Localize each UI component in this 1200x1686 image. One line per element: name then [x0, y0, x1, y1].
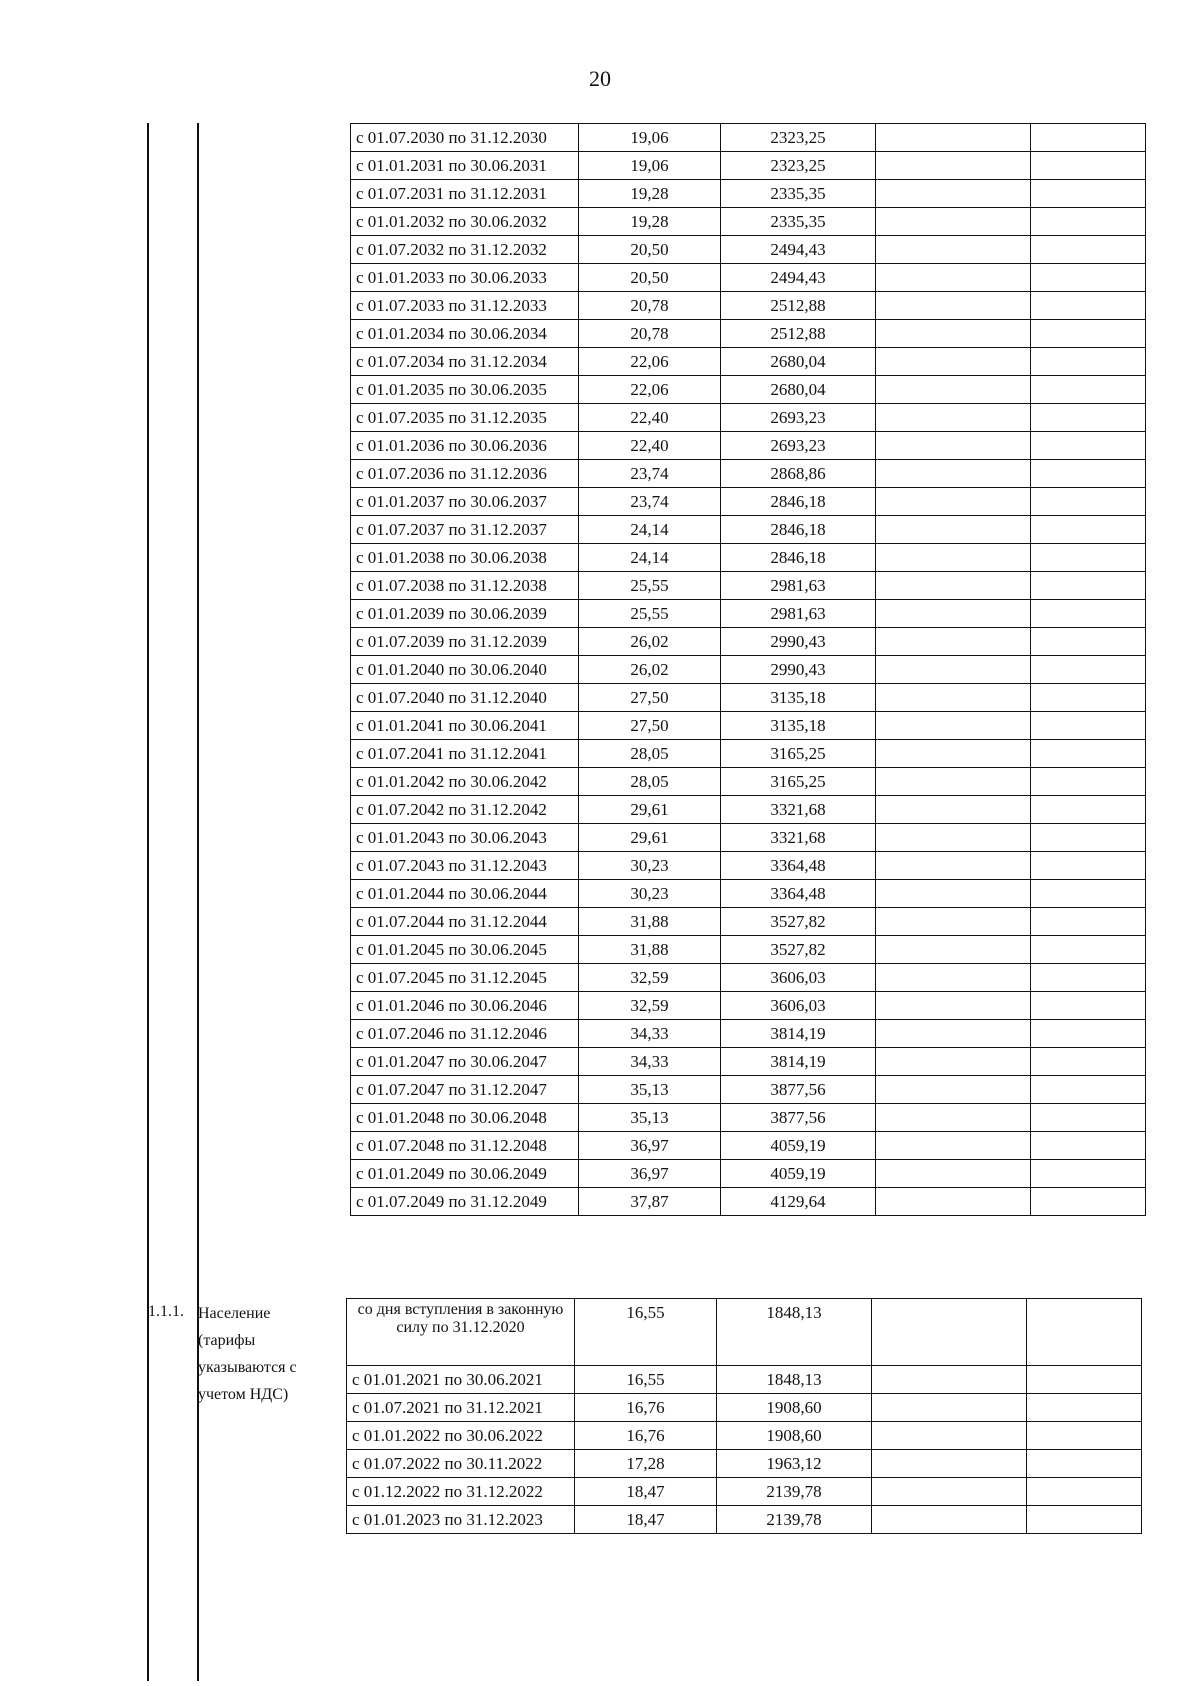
amount-cell: 3165,25	[721, 768, 876, 796]
table-row	[351, 852, 1146, 880]
empty-cell	[1031, 460, 1146, 488]
empty-cell	[1031, 824, 1146, 852]
amount-cell: 2990,43	[721, 628, 876, 656]
period-cell: с 01.01.2036 по 30.06.2036	[351, 432, 579, 460]
table-row	[351, 936, 1146, 964]
period-cell: с 01.07.2039 по 31.12.2039	[351, 628, 579, 656]
empty-cell	[876, 852, 1031, 880]
amount-cell: 2846,18	[721, 488, 876, 516]
empty-cell	[1031, 992, 1146, 1020]
period-cell: с 01.01.2037 по 30.06.2037	[351, 488, 579, 516]
tariff-cell: 31,88	[579, 936, 721, 964]
empty-cell	[876, 796, 1031, 824]
empty-cell	[1031, 348, 1146, 376]
period-cell: с 01.01.2039 по 30.06.2039	[351, 600, 579, 628]
empty-cell	[1031, 684, 1146, 712]
period-cell: с 01.07.2021 по 31.12.2021	[347, 1394, 575, 1422]
tariff-cell: 34,33	[579, 1048, 721, 1076]
table-row	[347, 1478, 1142, 1506]
empty-cell	[1031, 1076, 1146, 1104]
empty-cell	[876, 488, 1031, 516]
section-name-line: указываются с	[198, 1359, 297, 1376]
table-row	[351, 432, 1146, 460]
empty-cell	[1031, 376, 1146, 404]
period-cell: с 01.01.2023 по 31.12.2023	[347, 1506, 575, 1534]
period-cell: с 01.07.2033 по 31.12.2033	[351, 292, 579, 320]
amount-cell: 2335,35	[721, 208, 876, 236]
period-cell: с 01.07.2049 по 31.12.2049	[351, 1188, 579, 1216]
empty-cell	[876, 180, 1031, 208]
tariff-cell: 32,59	[579, 992, 721, 1020]
name-column-rule	[197, 123, 199, 1681]
tariff-cell: 34,33	[579, 1020, 721, 1048]
period-cell: с 01.07.2035 по 31.12.2035	[351, 404, 579, 432]
period-cell: с 01.07.2048 по 31.12.2048	[351, 1132, 579, 1160]
tariff-cell: 16,76	[575, 1394, 717, 1422]
amount-cell: 2494,43	[721, 236, 876, 264]
tariff-cell: 16,55	[575, 1299, 717, 1366]
period-cell: с 01.07.2042 по 31.12.2042	[351, 796, 579, 824]
empty-cell	[1031, 712, 1146, 740]
tariff-cell: 22,40	[579, 432, 721, 460]
tariff-cell: 18,47	[575, 1478, 717, 1506]
tariff-cell: 20,78	[579, 320, 721, 348]
empty-cell	[1031, 292, 1146, 320]
empty-cell	[876, 936, 1031, 964]
amount-cell: 2846,18	[721, 516, 876, 544]
tariff-cell: 30,23	[579, 880, 721, 908]
amount-cell: 3877,56	[721, 1104, 876, 1132]
table-row	[351, 376, 1146, 404]
period-cell: со дня вступления в законную силу по 31.12.2020	[347, 1299, 575, 1366]
empty-cell	[876, 460, 1031, 488]
tariff-cell: 22,40	[579, 404, 721, 432]
tariff-cell: 20,50	[579, 264, 721, 292]
empty-cell	[1031, 796, 1146, 824]
table-row	[351, 544, 1146, 572]
period-cell: с 01.01.2044 по 30.06.2044	[351, 880, 579, 908]
empty-cell	[876, 1188, 1031, 1216]
period-cell: с 01.01.2034 по 30.06.2034	[351, 320, 579, 348]
table-row	[351, 880, 1146, 908]
amount-cell: 1848,13	[717, 1366, 872, 1394]
empty-cell	[876, 264, 1031, 292]
empty-cell	[1031, 264, 1146, 292]
empty-cell	[876, 544, 1031, 572]
period-cell: с 01.01.2047 по 30.06.2047	[351, 1048, 579, 1076]
amount-cell: 3364,48	[721, 880, 876, 908]
empty-cell	[876, 516, 1031, 544]
amount-cell: 3321,68	[721, 796, 876, 824]
table-row	[351, 292, 1146, 320]
amount-cell: 2693,23	[721, 432, 876, 460]
amount-cell: 2323,25	[721, 124, 876, 152]
left-border-rule	[147, 123, 149, 1681]
table-row	[351, 516, 1146, 544]
amount-cell: 2846,18	[721, 544, 876, 572]
table-row	[351, 264, 1146, 292]
empty-cell	[1031, 544, 1146, 572]
empty-cell	[1031, 124, 1146, 152]
empty-cell	[1031, 628, 1146, 656]
period-cell: с 01.01.2021 по 30.06.2021	[347, 1366, 575, 1394]
empty-cell	[1027, 1366, 1142, 1394]
table-row	[351, 824, 1146, 852]
tariff-cell: 28,05	[579, 768, 721, 796]
tariff-cell: 25,55	[579, 600, 721, 628]
tariff-cell: 32,59	[579, 964, 721, 992]
amount-cell: 3606,03	[721, 992, 876, 1020]
table-row	[347, 1366, 1142, 1394]
table-row	[351, 768, 1146, 796]
amount-cell: 2323,25	[721, 152, 876, 180]
period-cell: с 01.07.2022 по 30.11.2022	[347, 1450, 575, 1478]
period-cell: с 01.07.2034 по 31.12.2034	[351, 348, 579, 376]
tariff-cell: 16,76	[575, 1422, 717, 1450]
empty-cell	[876, 656, 1031, 684]
tariff-cell: 22,06	[579, 348, 721, 376]
amount-cell: 3814,19	[721, 1020, 876, 1048]
period-cell: с 01.01.2048 по 30.06.2048	[351, 1104, 579, 1132]
empty-cell	[1031, 180, 1146, 208]
table-row	[347, 1450, 1142, 1478]
tariff-cell: 36,97	[579, 1160, 721, 1188]
amount-cell: 3527,82	[721, 908, 876, 936]
section-name-line: Население	[198, 1305, 271, 1322]
period-cell: с 01.01.2042 по 30.06.2042	[351, 768, 579, 796]
page-number: 20	[589, 66, 611, 91]
table-row	[351, 1048, 1146, 1076]
period-cell: с 01.01.2046 по 30.06.2046	[351, 992, 579, 1020]
amount-cell: 2981,63	[721, 572, 876, 600]
empty-cell	[876, 628, 1031, 656]
empty-cell	[1031, 1132, 1146, 1160]
period-cell: с 01.07.2043 по 31.12.2043	[351, 852, 579, 880]
tariff-cell: 30,23	[579, 852, 721, 880]
amount-cell: 4129,64	[721, 1188, 876, 1216]
empty-cell	[1031, 1020, 1146, 1048]
section-name-line: (тарифы	[198, 1332, 256, 1349]
period-cell: с 01.07.2046 по 31.12.2046	[351, 1020, 579, 1048]
amount-cell: 2512,88	[721, 320, 876, 348]
amount-cell: 2512,88	[721, 292, 876, 320]
empty-cell	[1031, 516, 1146, 544]
table-row	[347, 1299, 1142, 1366]
period-cell: с 01.07.2045 по 31.12.2045	[351, 964, 579, 992]
table-row	[351, 908, 1146, 936]
table-row	[351, 656, 1146, 684]
empty-cell	[876, 348, 1031, 376]
empty-cell	[1031, 320, 1146, 348]
empty-cell	[1031, 936, 1146, 964]
table-row	[351, 404, 1146, 432]
table-row	[351, 1188, 1146, 1216]
table-row	[347, 1394, 1142, 1422]
empty-cell	[876, 432, 1031, 460]
empty-cell	[1027, 1422, 1142, 1450]
tariff-cell: 35,13	[579, 1104, 721, 1132]
amount-cell: 3364,48	[721, 852, 876, 880]
period-cell: с 01.01.2035 по 30.06.2035	[351, 376, 579, 404]
empty-cell	[1031, 1104, 1146, 1132]
empty-cell	[876, 572, 1031, 600]
tariff-cell: 22,06	[579, 376, 721, 404]
amount-cell: 3606,03	[721, 964, 876, 992]
period-cell: с 01.01.2041 по 30.06.2041	[351, 712, 579, 740]
empty-cell	[1031, 964, 1146, 992]
tariff-cell: 26,02	[579, 656, 721, 684]
amount-cell: 3814,19	[721, 1048, 876, 1076]
amount-cell: 2990,43	[721, 656, 876, 684]
empty-cell	[876, 684, 1031, 712]
table-row	[351, 796, 1146, 824]
tariff-cell: 19,06	[579, 124, 721, 152]
section-number: 1.1.1.	[148, 1303, 184, 1320]
empty-cell	[872, 1478, 1027, 1506]
table-row	[351, 124, 1146, 152]
period-cell: с 01.01.2043 по 30.06.2043	[351, 824, 579, 852]
empty-cell	[1031, 880, 1146, 908]
amount-cell: 2139,78	[717, 1478, 872, 1506]
tariff-cell: 29,61	[579, 796, 721, 824]
empty-cell	[876, 768, 1031, 796]
empty-cell	[1031, 852, 1146, 880]
table-row	[351, 1076, 1146, 1104]
table-row	[351, 572, 1146, 600]
empty-cell	[876, 208, 1031, 236]
table-row	[351, 180, 1146, 208]
amount-cell: 3321,68	[721, 824, 876, 852]
tariff-cell: 20,78	[579, 292, 721, 320]
empty-cell	[1031, 432, 1146, 460]
empty-cell	[1031, 908, 1146, 936]
amount-cell: 4059,19	[721, 1160, 876, 1188]
empty-cell	[872, 1366, 1027, 1394]
tariff-cell: 17,28	[575, 1450, 717, 1478]
empty-cell	[876, 908, 1031, 936]
table-row	[351, 600, 1146, 628]
amount-cell: 3527,82	[721, 936, 876, 964]
amount-cell: 2693,23	[721, 404, 876, 432]
empty-cell	[876, 1048, 1031, 1076]
period-cell: с 01.01.2038 по 30.06.2038	[351, 544, 579, 572]
amount-cell: 3165,25	[721, 740, 876, 768]
empty-cell	[1031, 236, 1146, 264]
amount-cell: 2868,86	[721, 460, 876, 488]
tariff-cell: 19,06	[579, 152, 721, 180]
period-cell: с 01.07.2031 по 31.12.2031	[351, 180, 579, 208]
table-row	[347, 1422, 1142, 1450]
table-row	[351, 628, 1146, 656]
period-cell: с 01.07.2040 по 31.12.2040	[351, 684, 579, 712]
empty-cell	[876, 1160, 1031, 1188]
table-row	[351, 152, 1146, 180]
amount-cell: 1963,12	[717, 1450, 872, 1478]
tariff-table-continuation	[350, 123, 1146, 1216]
period-cell: с 01.07.2030 по 31.12.2030	[351, 124, 579, 152]
empty-cell	[1031, 152, 1146, 180]
table-row	[351, 1160, 1146, 1188]
amount-cell: 1908,60	[717, 1422, 872, 1450]
empty-cell	[1031, 404, 1146, 432]
table-row	[351, 964, 1146, 992]
amount-cell: 2335,35	[721, 180, 876, 208]
table-row	[351, 236, 1146, 264]
period-cell: с 01.01.2031 по 30.06.2031	[351, 152, 579, 180]
period-cell: с 01.07.2044 по 31.12.2044	[351, 908, 579, 936]
tariff-cell: 36,97	[579, 1132, 721, 1160]
empty-cell	[876, 1076, 1031, 1104]
empty-cell	[1031, 1048, 1146, 1076]
amount-cell: 3135,18	[721, 684, 876, 712]
empty-cell	[1031, 740, 1146, 768]
period-cell: с 01.01.2040 по 30.06.2040	[351, 656, 579, 684]
empty-cell	[872, 1506, 1027, 1534]
empty-cell	[1031, 488, 1146, 516]
empty-cell	[876, 320, 1031, 348]
amount-cell: 1848,13	[717, 1299, 872, 1366]
empty-cell	[876, 376, 1031, 404]
amount-cell: 1908,60	[717, 1394, 872, 1422]
tariff-cell: 27,50	[579, 684, 721, 712]
tariff-cell: 29,61	[579, 824, 721, 852]
table-row	[351, 992, 1146, 1020]
period-cell: с 01.01.2032 по 30.06.2032	[351, 208, 579, 236]
period-cell: с 01.07.2047 по 31.12.2047	[351, 1076, 579, 1104]
amount-cell: 2139,78	[717, 1506, 872, 1534]
tariff-cell: 19,28	[579, 208, 721, 236]
empty-cell	[876, 152, 1031, 180]
period-cell: с 01.01.2022 по 30.06.2022	[347, 1422, 575, 1450]
table-row	[351, 1104, 1146, 1132]
tariff-cell: 16,55	[575, 1366, 717, 1394]
empty-cell	[876, 992, 1031, 1020]
tariff-cell: 26,02	[579, 628, 721, 656]
amount-cell: 3135,18	[721, 712, 876, 740]
tariff-cell: 24,14	[579, 544, 721, 572]
empty-cell	[876, 124, 1031, 152]
empty-cell	[876, 1132, 1031, 1160]
table-row	[351, 208, 1146, 236]
empty-cell	[1027, 1299, 1142, 1366]
period-cell: с 01.07.2036 по 31.12.2036	[351, 460, 579, 488]
period-cell: с 01.07.2037 по 31.12.2037	[351, 516, 579, 544]
empty-cell	[876, 1104, 1031, 1132]
tariff-cell: 25,55	[579, 572, 721, 600]
empty-cell	[872, 1422, 1027, 1450]
empty-cell	[876, 1020, 1031, 1048]
table-row	[351, 320, 1146, 348]
empty-cell	[1031, 1188, 1146, 1216]
period-cell: с 01.07.2041 по 31.12.2041	[351, 740, 579, 768]
table-row	[351, 1132, 1146, 1160]
table-row	[351, 460, 1146, 488]
empty-cell	[1031, 572, 1146, 600]
period-cell: с 01.01.2033 по 30.06.2033	[351, 264, 579, 292]
empty-cell	[1027, 1394, 1142, 1422]
amount-cell: 2494,43	[721, 264, 876, 292]
period-cell: с 01.07.2032 по 31.12.2032	[351, 236, 579, 264]
tariff-cell: 18,47	[575, 1506, 717, 1534]
table-row	[351, 1020, 1146, 1048]
empty-cell	[876, 292, 1031, 320]
empty-cell	[876, 404, 1031, 432]
empty-cell	[876, 880, 1031, 908]
empty-cell	[876, 236, 1031, 264]
amount-cell: 2981,63	[721, 600, 876, 628]
empty-cell	[1031, 208, 1146, 236]
tariff-cell: 19,28	[579, 180, 721, 208]
tariff-table-population	[346, 1298, 1142, 1534]
empty-cell	[872, 1450, 1027, 1478]
empty-cell	[872, 1394, 1027, 1422]
empty-cell	[876, 824, 1031, 852]
empty-cell	[1031, 656, 1146, 684]
period-cell: с 01.12.2022 по 31.12.2022	[347, 1478, 575, 1506]
table-row	[351, 684, 1146, 712]
period-cell: с 01.01.2045 по 30.06.2045	[351, 936, 579, 964]
section-name-line: учетом НДС)	[198, 1386, 289, 1403]
empty-cell	[876, 712, 1031, 740]
empty-cell	[1027, 1478, 1142, 1506]
empty-cell	[1031, 768, 1146, 796]
empty-cell	[876, 600, 1031, 628]
amount-cell: 2680,04	[721, 376, 876, 404]
empty-cell	[872, 1299, 1027, 1366]
amount-cell: 4059,19	[721, 1132, 876, 1160]
period-cell: с 01.01.2049 по 30.06.2049	[351, 1160, 579, 1188]
tariff-cell: 31,88	[579, 908, 721, 936]
empty-cell	[1031, 1160, 1146, 1188]
empty-cell	[876, 740, 1031, 768]
empty-cell	[876, 964, 1031, 992]
tariff-cell: 28,05	[579, 740, 721, 768]
table-row	[351, 712, 1146, 740]
empty-cell	[1027, 1506, 1142, 1534]
tariff-cell: 23,74	[579, 460, 721, 488]
tariff-cell: 27,50	[579, 712, 721, 740]
tariff-cell: 37,87	[579, 1188, 721, 1216]
tariff-cell: 23,74	[579, 488, 721, 516]
table-row	[347, 1506, 1142, 1534]
tariff-cell: 35,13	[579, 1076, 721, 1104]
amount-cell: 2680,04	[721, 348, 876, 376]
table-row	[351, 740, 1146, 768]
empty-cell	[1027, 1450, 1142, 1478]
table-row	[351, 348, 1146, 376]
table-row	[351, 488, 1146, 516]
period-cell: с 01.07.2038 по 31.12.2038	[351, 572, 579, 600]
tariff-cell: 24,14	[579, 516, 721, 544]
section-name	[198, 1300, 338, 1408]
empty-cell	[1031, 600, 1146, 628]
tariff-cell: 20,50	[579, 236, 721, 264]
amount-cell: 3877,56	[721, 1076, 876, 1104]
